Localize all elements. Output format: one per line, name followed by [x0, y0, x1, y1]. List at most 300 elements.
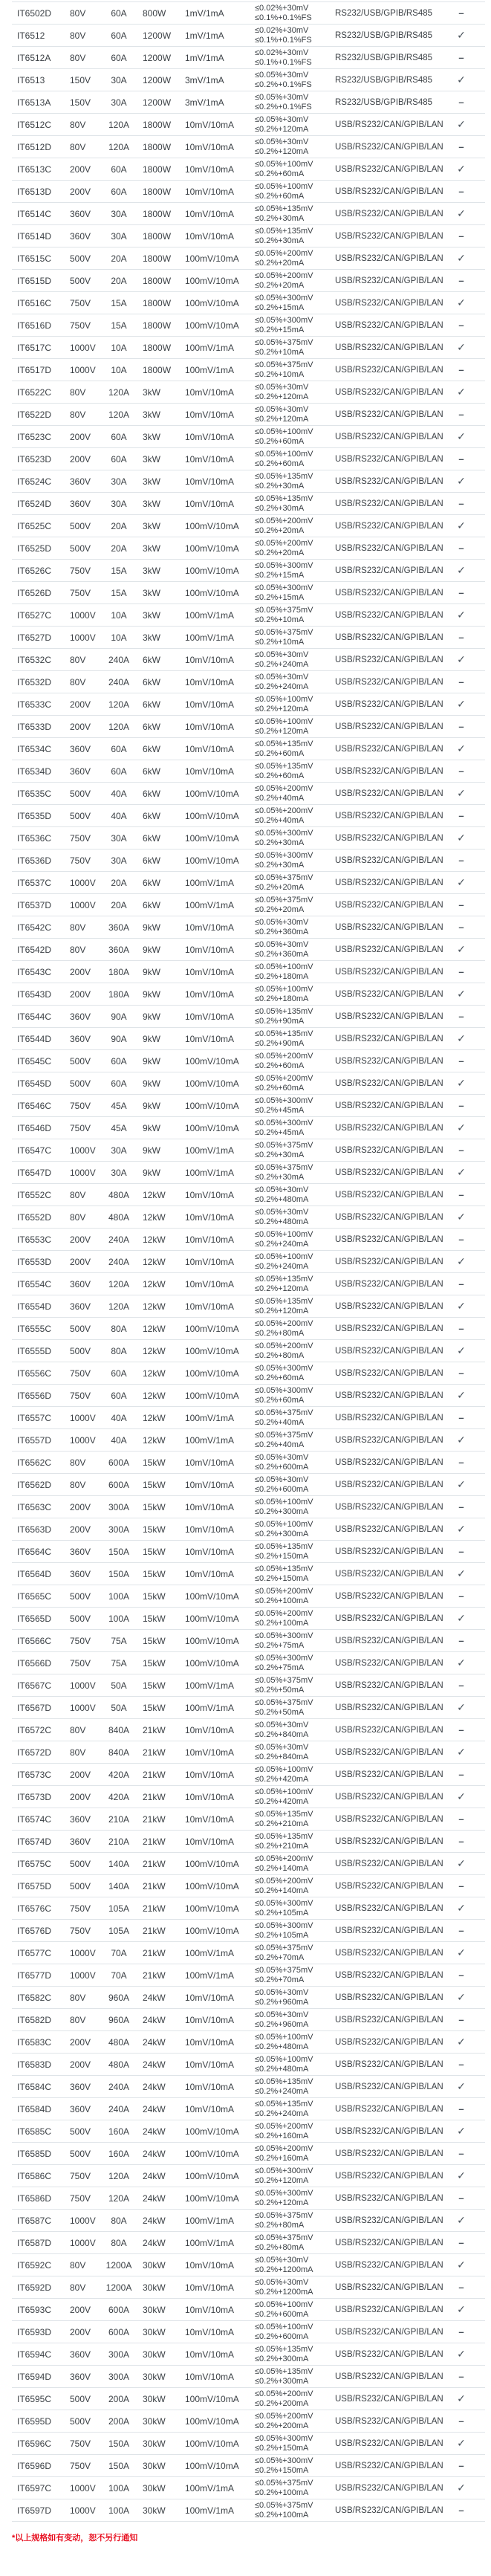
table-row	[12, 1162, 485, 1184]
model-cell: IT6586C	[17, 2170, 52, 2181]
table-row	[12, 1407, 485, 1429]
table-row	[12, 448, 485, 470]
resolution-cell: 100mV/10mA	[185, 1635, 239, 1646]
interfaces-cell: RS232/USB/GPIB/RS485	[335, 30, 433, 40]
table-row	[12, 515, 485, 537]
interfaces-cell: RS232/USB/GPIB/RS485	[335, 97, 433, 107]
check-icon: ✓	[457, 876, 466, 888]
accuracy-cell	[255, 2232, 313, 2253]
resolution-cell: 100mV/10mA	[185, 1613, 239, 1624]
accuracy-voltage-line: ≤0.05%+100mV	[255, 2300, 313, 2309]
resolution-cell: 100mV/10mA	[185, 1880, 239, 1891]
accuracy-cell	[255, 1808, 313, 1830]
power-cell: 15kW	[143, 1501, 166, 1512]
accuracy-voltage-line: ≤0.05%+200mV	[255, 1876, 313, 1886]
accuracy-voltage-line: ≤0.05%+135mV	[255, 2077, 313, 2086]
accuracy-voltage-line: ≤0.05%+300mV	[255, 1118, 313, 1127]
check-icon: ✓	[457, 1434, 466, 1446]
model-cell: IT6532C	[17, 654, 52, 665]
resolution-cell: 100mV/1mA	[185, 1167, 235, 1178]
model-cell: IT6543C	[17, 966, 52, 977]
interfaces-cell: USB/RS232/CAN/GPIB/LAN	[335, 410, 443, 419]
current-cell: 180A	[108, 988, 130, 1000]
voltage-cell: 200V	[70, 2059, 91, 2070]
current-cell: 120A	[108, 1278, 130, 1289]
table-row	[12, 1585, 485, 1608]
model-cell: IT6567C	[17, 1680, 52, 1691]
accuracy-cell	[255, 2410, 313, 2432]
power-cell: 15kW	[143, 1635, 166, 1646]
accuracy-voltage-line: ≤0.05%+375mV	[255, 2233, 313, 2242]
current-cell: 300A	[108, 1501, 130, 1512]
accuracy-cell	[255, 1831, 313, 1852]
model-cell: IT6543D	[17, 988, 52, 1000]
accuracy-voltage-line: ≤0.05%+100mV	[255, 449, 313, 459]
accuracy-current-line: ≤0.2%+960mA	[255, 1997, 309, 2007]
table-row	[12, 158, 485, 181]
model-cell: IT6535D	[17, 810, 52, 821]
resolution-cell: 1mV/1mA	[185, 30, 224, 41]
dash-icon: –	[458, 409, 464, 420]
accuracy-current-line: ≤0.2%+120mA	[255, 124, 309, 134]
resolution-cell: 100mV/10mA	[185, 520, 239, 531]
accuracy-current-line: ≤0.2%+600mA	[255, 1484, 309, 1494]
check-icon: ✓	[457, 1300, 466, 1312]
resolution-cell: 100mV/1mA	[185, 2215, 235, 2226]
voltage-cell: 500V	[70, 543, 91, 554]
accuracy-current-line: ≤0.2%+120mA	[255, 392, 309, 401]
accuracy-cell	[255, 1563, 313, 1585]
accuracy-cell	[255, 1429, 313, 1451]
accuracy-cell	[255, 2388, 313, 2410]
model-cell: IT6576C	[17, 1903, 52, 1914]
accuracy-current-line: ≤0.2%+120mA	[255, 2198, 309, 2207]
model-cell: IT6527D	[17, 632, 52, 643]
accuracy-current-line: ≤0.2%+30mA	[255, 1172, 305, 1182]
check-icon: ✓	[457, 653, 466, 665]
accuracy-current-line: ≤0.2%+180mA	[255, 994, 309, 1003]
power-cell: 6kW	[143, 810, 160, 821]
dash-icon: –	[458, 2460, 464, 2471]
table-row	[12, 2343, 485, 2366]
accuracy-voltage-line: ≤0.05%+200mV	[255, 1051, 313, 1061]
accuracy-voltage-line: ≤0.02%+30mV	[255, 25, 309, 35]
dash-icon: –	[458, 275, 464, 286]
accuracy-voltage-line: ≤0.05%+135mV	[255, 1006, 313, 1016]
resolution-cell: 10mV/10mA	[185, 743, 235, 754]
dash-icon: –	[458, 966, 464, 977]
resolution-cell: 10mV/10mA	[185, 1769, 235, 1780]
accuracy-cell	[255, 1920, 313, 1941]
accuracy-voltage-line: ≤0.02%+30mV	[255, 48, 309, 57]
voltage-cell: 360V	[70, 230, 91, 242]
table-row	[12, 1072, 485, 1095]
model-cell: IT6592D	[17, 2282, 52, 2293]
accuracy-voltage-line: ≤0.05%+100mV	[255, 1519, 313, 1529]
voltage-cell: 80V	[70, 7, 86, 19]
voltage-cell: 500V	[70, 520, 91, 531]
voltage-cell: 1000V	[70, 1702, 96, 1713]
accuracy-current-line: ≤0.2%+80mA	[255, 1328, 305, 1338]
model-cell: IT6555D	[17, 1345, 52, 1356]
footnote: *以上规格如有变动，恕不另行通知	[12, 2534, 138, 2543]
accuracy-current-line: ≤0.2%+600mA	[255, 2331, 309, 2341]
resolution-cell: 100mV/10mA	[185, 1903, 239, 1914]
voltage-cell: 500V	[70, 2393, 91, 2404]
table-row	[12, 2076, 485, 2098]
accuracy-cell	[255, 1496, 313, 1518]
voltage-cell: 360V	[70, 1568, 91, 1579]
accuracy-cell	[255, 2477, 313, 2499]
voltage-cell: 360V	[70, 2371, 91, 2382]
power-cell: 21kW	[143, 1747, 166, 1758]
resolution-cell: 10mV/10mA	[185, 2282, 235, 2293]
accuracy-current-line: ≤0.2%+15mA	[255, 570, 305, 580]
spec-sheet-page	[0, 1, 491, 2576]
accuracy-current-line: ≤0.2%+120mA	[255, 146, 309, 156]
check-icon: ✓	[457, 297, 466, 308]
accuracy-current-line: ≤0.2%+240mA	[255, 1261, 309, 1271]
accuracy-current-line: ≤0.2%+80mA	[255, 2242, 305, 2252]
accuracy-cell	[255, 2165, 313, 2187]
accuracy-cell	[255, 225, 313, 247]
model-cell: IT6536D	[17, 855, 52, 866]
current-cell: 70A	[111, 1970, 127, 1981]
power-cell: 30kW	[143, 2326, 166, 2337]
resolution-cell: 100mV/1mA	[185, 609, 235, 621]
table-row	[12, 203, 485, 225]
voltage-cell: 360V	[70, 766, 91, 777]
accuracy-cell	[255, 1697, 313, 1718]
table-row	[12, 1518, 485, 1541]
interfaces-cell: RS232/USB/GPIB/RS485	[335, 75, 433, 85]
power-cell: 15kW	[143, 1657, 166, 1669]
accuracy-voltage-line: ≤0.05%+300mV	[255, 2188, 313, 2198]
power-cell: 3kW	[143, 409, 160, 420]
interfaces-cell: USB/RS232/CAN/GPIB/LAN	[335, 1948, 443, 1958]
current-cell: 30A	[111, 855, 127, 866]
resolution-cell: 100mV/10mA	[185, 1345, 239, 1356]
table-row	[12, 2321, 485, 2343]
model-cell: IT6514D	[17, 230, 52, 242]
power-cell: 30kW	[143, 2438, 166, 2449]
resolution-cell: 100mV/1mA	[185, 1434, 235, 1446]
table-row	[12, 1630, 485, 1652]
table-row	[12, 582, 485, 604]
model-cell: IT6535C	[17, 788, 52, 799]
interfaces-cell: USB/RS232/CAN/GPIB/LAN	[335, 1012, 443, 1021]
accuracy-current-line: ≤0.2%+480mA	[255, 2042, 309, 2051]
accuracy-current-line: ≤0.2%+20mA	[255, 258, 305, 268]
accuracy-current-line: ≤0.2%+15mA	[255, 325, 305, 334]
dash-icon: –	[458, 7, 464, 19]
power-cell: 24kW	[143, 1992, 166, 2003]
voltage-cell: 750V	[70, 565, 91, 576]
interfaces-cell: USB/RS232/CAN/GPIB/LAN	[335, 1881, 443, 1891]
accuracy-voltage-line: ≤0.05%+135mV	[255, 1831, 313, 1841]
current-cell: 90A	[111, 1033, 127, 1044]
table-row	[12, 2254, 485, 2276]
model-cell: IT6537C	[17, 877, 52, 888]
interfaces-cell: USB/RS232/CAN/GPIB/LAN	[335, 1368, 443, 1378]
power-cell: 21kW	[143, 1903, 166, 1914]
resolution-cell: 10mV/10mA	[185, 208, 235, 219]
resolution-cell: 100mV/1mA	[185, 2237, 235, 2248]
check-icon: ✓	[457, 1991, 466, 2003]
voltage-cell: 1000V	[70, 2237, 96, 2248]
table-row	[12, 181, 485, 203]
power-cell: 9kW	[143, 1100, 160, 1111]
interfaces-cell: USB/RS232/CAN/GPIB/LAN	[335, 699, 443, 709]
power-cell: 21kW	[143, 1970, 166, 1981]
accuracy-current-line: ≤0.2%+120mA	[255, 414, 309, 424]
interfaces-cell: USB/RS232/CAN/GPIB/LAN	[335, 142, 443, 152]
accuracy-current-line: ≤0.2%+1200mA	[255, 2265, 313, 2274]
current-cell: 60A	[111, 7, 127, 19]
accuracy-current-line: ≤0.2%+90mA	[255, 1016, 305, 1026]
voltage-cell: 500V	[70, 2415, 91, 2427]
table-row	[12, 69, 485, 91]
accuracy-voltage-line: ≤0.05%+135mV	[255, 739, 313, 748]
dash-icon: –	[458, 1100, 464, 1111]
model-cell: IT6562C	[17, 1457, 52, 1468]
model-cell: IT6513A	[17, 97, 51, 108]
table-row	[12, 2210, 485, 2232]
voltage-cell: 200V	[70, 2326, 91, 2337]
resolution-cell: 100mV/10mA	[185, 2148, 239, 2159]
accuracy-current-line: ≤0.2%+40mA	[255, 815, 305, 825]
power-cell: 1800W	[143, 208, 172, 219]
accuracy-cell	[255, 470, 313, 492]
accuracy-cell	[255, 1541, 313, 1562]
table-row	[12, 470, 485, 493]
accuracy-current-line: ≤0.2%+840mA	[255, 1729, 309, 1739]
dash-icon: –	[458, 1457, 464, 1468]
model-cell: IT6552C	[17, 1189, 52, 1200]
accuracy-voltage-line: ≤0.05%+30mV	[255, 92, 309, 102]
resolution-cell: 100mV/1mA	[185, 899, 235, 910]
model-cell: IT6572D	[17, 1747, 52, 1758]
model-cell: IT6566D	[17, 1657, 52, 1669]
current-cell: 30A	[111, 1145, 127, 1156]
table-row	[12, 537, 485, 560]
dash-icon: –	[458, 1925, 464, 1936]
current-cell: 480A	[108, 2036, 130, 2048]
voltage-cell: 360V	[70, 2103, 91, 2114]
interfaces-cell: USB/RS232/CAN/GPIB/LAN	[335, 1234, 443, 1244]
accuracy-cell	[255, 1897, 313, 1919]
table-row	[12, 1362, 485, 1385]
voltage-cell: 1000V	[70, 877, 96, 888]
accuracy-cell	[255, 760, 313, 782]
accuracy-cell	[255, 2009, 308, 2030]
accuracy-voltage-line: ≤0.05%+300mV	[255, 583, 313, 592]
voltage-cell: 200V	[70, 2304, 91, 2315]
accuracy-cell	[255, 1652, 313, 1674]
current-cell: 20A	[111, 877, 127, 888]
resolution-cell: 10mV/10mA	[185, 699, 235, 710]
voltage-cell: 1000V	[70, 2215, 96, 2226]
voltage-cell: 80V	[70, 141, 86, 152]
interfaces-cell: USB/RS232/CAN/GPIB/LAN	[335, 1123, 443, 1133]
accuracy-cell	[255, 2499, 313, 2521]
model-cell: IT6522C	[17, 386, 52, 398]
voltage-cell: 500V	[70, 1078, 91, 1089]
accuracy-voltage-line: ≤0.05%+30mV	[255, 404, 309, 414]
power-cell: 24kW	[143, 2237, 166, 2248]
check-icon: ✓	[457, 2080, 466, 2092]
resolution-cell: 100mV/10mA	[185, 2170, 239, 2181]
power-cell: 12kW	[143, 1278, 166, 1289]
interfaces-cell: USB/RS232/CAN/GPIB/LAN	[335, 989, 443, 999]
model-cell: IT6563C	[17, 1501, 52, 1512]
table-row	[12, 2009, 485, 2031]
current-cell: 40A	[111, 1434, 127, 1446]
current-cell: 15A	[111, 587, 127, 598]
power-cell: 24kW	[143, 2014, 166, 2025]
accuracy-current-line: ≤0.2%+90mA	[255, 1038, 305, 1048]
resolution-cell: 100mV/10mA	[185, 1590, 239, 1602]
table-row	[12, 1563, 485, 1585]
interfaces-cell: USB/RS232/CAN/GPIB/LAN	[335, 1101, 443, 1110]
table-row	[12, 1251, 485, 1273]
current-cell: 120A	[108, 141, 130, 152]
accuracy-current-line: ≤0.2%+240mA	[255, 2109, 309, 2118]
accuracy-cell	[255, 1139, 313, 1161]
interfaces-cell: USB/RS232/CAN/GPIB/LAN	[335, 1636, 443, 1645]
accuracy-current-line: ≤0.2%+360mA	[255, 927, 309, 936]
table-row	[12, 1541, 485, 1563]
interfaces-cell: USB/RS232/CAN/GPIB/LAN	[335, 2216, 443, 2225]
accuracy-cell	[255, 916, 308, 938]
accuracy-cell	[255, 537, 313, 559]
table-row	[12, 850, 485, 872]
accuracy-current-line: ≤0.2%+240mA	[255, 1239, 309, 1249]
power-cell: 12kW	[143, 1189, 166, 1200]
model-cell: IT6547D	[17, 1167, 52, 1178]
power-cell: 3kW	[143, 498, 160, 509]
interfaces-cell: USB/RS232/CAN/GPIB/LAN	[335, 2238, 443, 2247]
power-cell: 1800W	[143, 141, 172, 152]
voltage-cell: 500V	[70, 253, 91, 264]
interfaces-cell: USB/RS232/CAN/GPIB/LAN	[335, 833, 443, 843]
model-cell: IT6522D	[17, 409, 52, 420]
check-icon: ✓	[457, 1255, 466, 1267]
voltage-cell: 200V	[70, 164, 91, 175]
power-cell: 9kW	[143, 966, 160, 977]
accuracy-voltage-line: ≤0.05%+200mV	[255, 2121, 313, 2131]
resolution-cell: 10mV/10mA	[185, 498, 235, 509]
accuracy-voltage-line: ≤0.05%+135mV	[255, 1809, 313, 1819]
accuracy-cell	[255, 292, 313, 314]
resolution-cell: 10mV/10mA	[185, 2036, 235, 2048]
model-cell: IT6587C	[17, 2215, 52, 2226]
voltage-cell: 500V	[70, 1590, 91, 1602]
resolution-cell: 100mV/1mA	[185, 2505, 235, 2516]
accuracy-cell	[255, 1273, 313, 1295]
model-cell: IT6545D	[17, 1078, 52, 1089]
model-cell: IT6567D	[17, 1702, 52, 1713]
table-row	[12, 2433, 485, 2455]
accuracy-cell	[255, 1318, 313, 1339]
model-cell: IT6583D	[17, 2059, 52, 2070]
accuracy-cell	[255, 2343, 313, 2365]
accuracy-cell	[255, 872, 313, 893]
power-cell: 6kW	[143, 743, 160, 754]
interfaces-cell: USB/RS232/CAN/GPIB/LAN	[335, 1168, 443, 1177]
current-cell: 240A	[108, 1256, 130, 1267]
model-cell: IT6573C	[17, 1769, 52, 1780]
accuracy-current-line: ≤0.2%+10mA	[255, 347, 305, 357]
dash-icon: –	[458, 186, 464, 197]
voltage-cell: 80V	[70, 676, 86, 687]
voltage-cell: 80V	[70, 1457, 86, 1468]
voltage-cell: 500V	[70, 1880, 91, 1891]
interfaces-cell: USB/RS232/CAN/GPIB/LAN	[335, 744, 443, 754]
accuracy-cell	[255, 1362, 313, 1384]
interfaces-cell: USB/RS232/CAN/GPIB/LAN	[335, 432, 443, 441]
accuracy-current-line: ≤0.2%+300mA	[255, 2354, 309, 2363]
resolution-cell: 100mV/10mA	[185, 1858, 239, 1869]
model-cell: IT6545C	[17, 1055, 52, 1067]
accuracy-cell	[255, 515, 313, 537]
dash-icon: –	[458, 1724, 464, 1735]
interfaces-cell: USB/RS232/CAN/GPIB/LAN	[335, 1993, 443, 2002]
accuracy-voltage-line: ≤0.05%+30mV	[255, 650, 309, 659]
accuracy-voltage-line: ≤0.05%+200mV	[255, 1854, 313, 1863]
voltage-cell: 360V	[70, 2349, 91, 2360]
accuracy-current-line: ≤0.2%+120mA	[255, 1284, 309, 1293]
interfaces-cell: USB/RS232/CAN/GPIB/LAN	[335, 454, 443, 464]
accuracy-cell	[255, 1853, 313, 1874]
accuracy-cell	[255, 337, 313, 358]
dash-icon: –	[458, 1412, 464, 1423]
table-row	[12, 337, 485, 359]
check-icon: ✓	[457, 475, 466, 487]
resolution-cell: 100mV/10mA	[185, 810, 239, 821]
dash-icon: –	[458, 2326, 464, 2337]
current-cell: 600A	[108, 1457, 130, 1468]
accuracy-current-line: ≤0.2%+30mA	[255, 213, 305, 223]
interfaces-cell: USB/RS232/CAN/GPIB/LAN	[335, 1836, 443, 1846]
table-row	[12, 1920, 485, 1942]
current-cell: 80A	[111, 1323, 127, 1334]
voltage-cell: 360V	[70, 1301, 91, 1312]
voltage-cell: 150V	[70, 74, 91, 85]
resolution-cell: 100mV/1mA	[185, 1412, 235, 1423]
accuracy-cell	[255, 693, 313, 715]
table-row	[12, 1452, 485, 1474]
model-cell: IT6562D	[17, 1479, 52, 1490]
power-cell: 21kW	[143, 1813, 166, 1825]
check-icon: ✓	[457, 386, 466, 398]
accuracy-current-line: ≤0.2%+10mA	[255, 369, 305, 379]
current-cell: 20A	[111, 253, 127, 264]
resolution-cell: 100mV/10mA	[185, 587, 239, 598]
accuracy-current-line: ≤0.2%+480mA	[255, 1194, 309, 1204]
interfaces-cell: USB/RS232/CAN/GPIB/LAN	[335, 1034, 443, 1043]
power-cell: 12kW	[143, 1301, 166, 1312]
accuracy-voltage-line: ≤0.05%+135mV	[255, 471, 313, 481]
accuracy-voltage-line: ≤0.05%+100mV	[255, 2322, 313, 2331]
current-cell: 200A	[108, 2415, 130, 2427]
accuracy-cell	[255, 2433, 313, 2454]
accuracy-cell	[255, 850, 313, 871]
accuracy-cell	[255, 1385, 313, 1406]
accuracy-cell	[255, 827, 313, 849]
voltage-cell: 1000V	[70, 1970, 96, 1981]
current-cell: 480A	[108, 2059, 130, 2070]
